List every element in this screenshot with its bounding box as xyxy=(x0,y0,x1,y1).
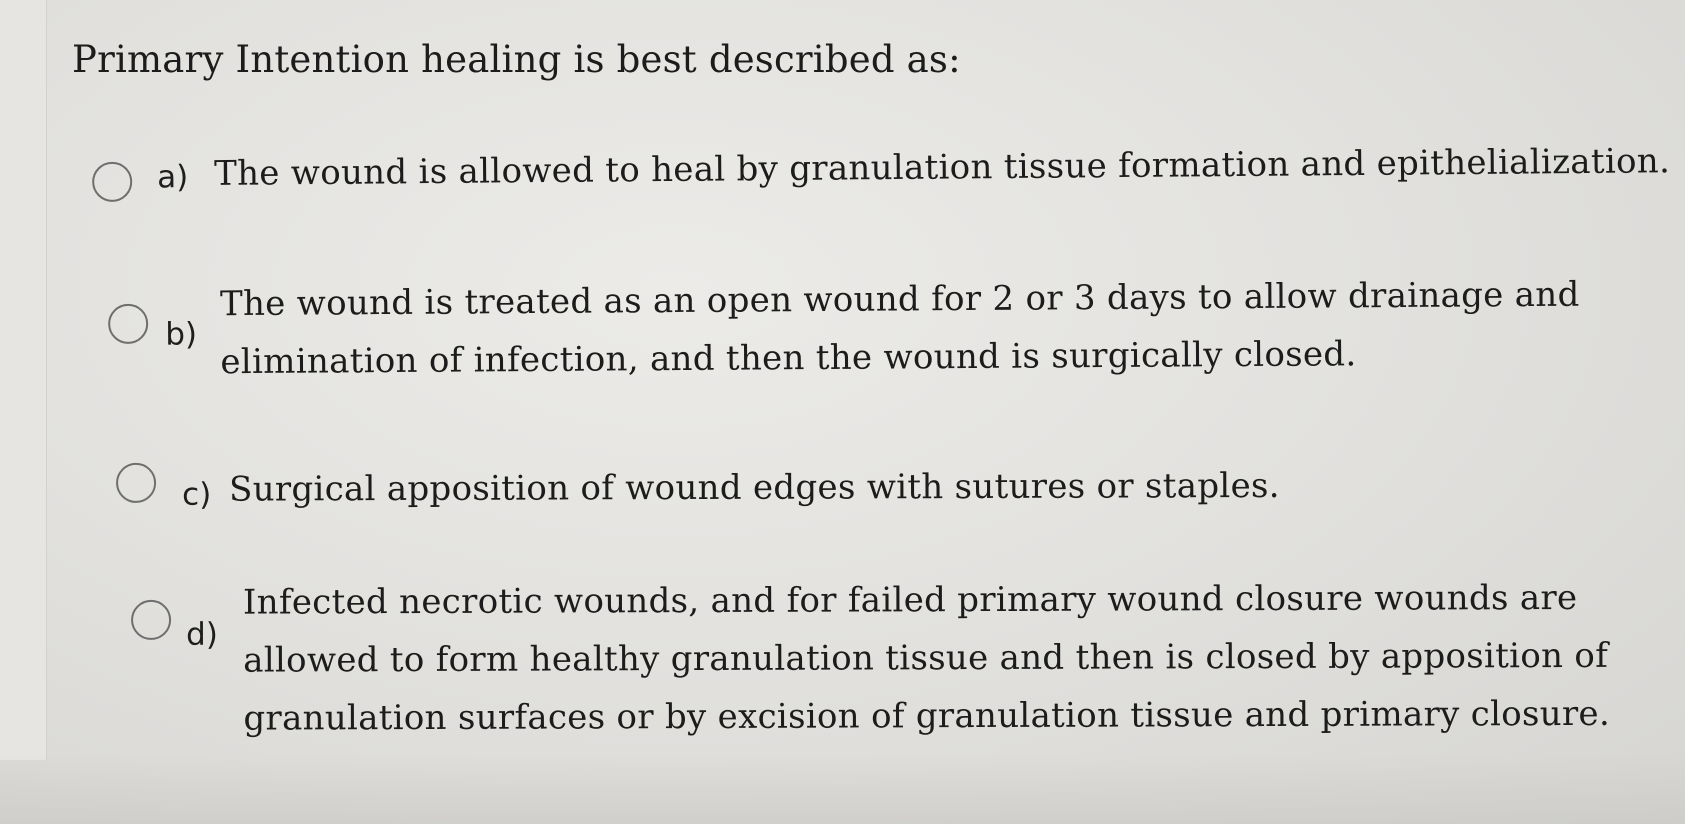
option-letter-a: a) xyxy=(156,159,189,196)
option-d-line-3: granulation surfaces or by excision of granulation tissue and primary closure. xyxy=(243,693,1611,739)
bottom-shadow xyxy=(0,754,1685,824)
option-text-a xyxy=(214,132,1670,203)
screen-edge-strip xyxy=(0,0,47,760)
option-text-d xyxy=(243,569,1610,748)
option-d-line-2: allowed to form healthy granulation tissue and then is closed by apposition of xyxy=(243,635,1609,681)
radio-button-c[interactable] xyxy=(116,463,156,503)
question-text: Primary Intention healing is best described as: xyxy=(72,38,961,81)
option-d-line-1: Infected necrotic wounds, and for failed primary wound closure wounds are xyxy=(242,577,1578,623)
option-c-line-1: Surgical apposition of wound edges with sutures or staples. xyxy=(229,465,1280,510)
option-b-line-1: The wound is treated as an open wound for 2 or 3 days to allow drainage and xyxy=(219,274,1580,325)
option-letter-d: d) xyxy=(186,616,218,653)
radio-button-b[interactable] xyxy=(108,304,148,344)
option-text-c xyxy=(229,457,1280,519)
option-a-line-1: The wound is allowed to heal by granulation tissue formation and epithelialization. xyxy=(213,141,1671,194)
radio-button-a[interactable] xyxy=(92,162,132,202)
option-b-line-2: elimination of infection, and then the wound is surgically closed. xyxy=(220,334,1357,383)
option-letter-c: c) xyxy=(182,476,212,513)
radio-button-d[interactable] xyxy=(131,600,171,640)
option-text-b xyxy=(220,266,1580,391)
option-letter-b: b) xyxy=(165,316,198,353)
